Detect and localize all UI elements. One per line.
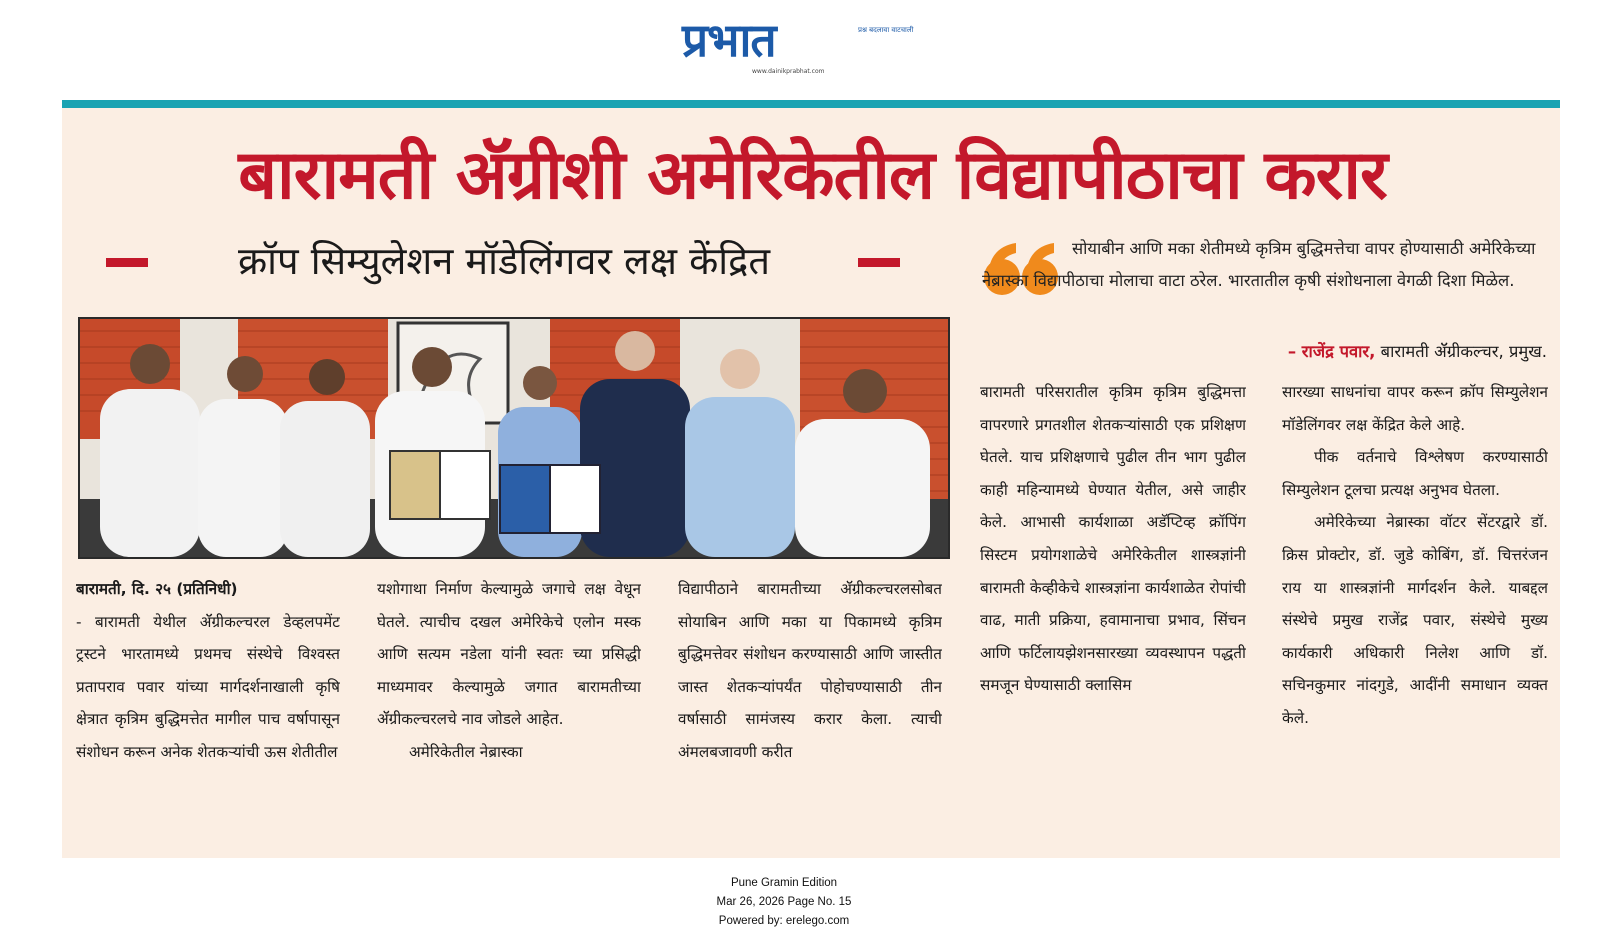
article-clipping	[62, 108, 1560, 858]
article-column-3	[678, 573, 942, 835]
dateline: बारामती, दि. २५ (प्रतिनिधी)	[76, 580, 238, 598]
group-photo-icon	[80, 319, 948, 557]
article-photo	[78, 317, 950, 559]
subheadline: क्रॉप सिम्युलेशन मॉडेलिंगवर लक्ष केंद्रित	[238, 239, 770, 283]
pull-quote-attribution	[1288, 337, 1547, 367]
article-column-4	[980, 376, 1246, 836]
edition-label: Pune Gramin Edition	[730, 877, 838, 889]
page-footer	[684, 874, 884, 931]
pull-quote	[982, 233, 1547, 373]
date-page-label: Mar 26, 2026 Page No. 15	[716, 896, 852, 908]
column-1-text: - बारामती येथील ॲॅग्रीकल्चरल डेव्हलपमेंट ट्रस्टने भारतामध्ये प्रथमच संस्थेचे विश्वस्त प्रतापराव पवार यांच्या मार्गदर्शनाखाली कृषि क्षेत्रात कृत्रिम बुद्धिमत्तेत मागील पाच वर्षापासून संशोधन करून अनेक शेतकऱ्यांची ऊस शेतीतील	[76, 612, 340, 761]
column-5-paragraph-1: सारख्या साधनांचा वापर करून क्रॉप सिम्युलेशन मॉडेलिंगवर लक्ष केंद्रित केले आहे.	[1282, 383, 1548, 434]
top-divider	[62, 100, 1560, 108]
newspaper-logo: प्रभात	[682, 13, 776, 67]
article-column-2	[377, 573, 641, 835]
subheadline-dash-right	[858, 258, 900, 267]
column-4-text: बारामती परिसरातील कृत्रिम कृत्रिम बुद्धिमत्ता वापरणारे प्रगतशील शेतकऱ्यांसाठी एक प्रशिक्षण घेतले. याच प्रशिक्षणाचे पुढील तीन भाग पुढील काही महिन्यामध्ये घेण्यात येतील, असे जाहीर केले. आभासी कार्यशाळा अडॅप्टिव्ह क्रॉपिंग सिस्टम प्रयोगशाळेचे अमेरिकेतील शास्त्रज्ञांनी बारामती केव्हीकेचे शास्त्रज्ञांना कार्यशाळेत रोपांची वाढ, माती प्रक्रिया, हवामानाचा प्रभाव, सिंचन आणि फर्टिलायझेशनसारख्या व्यवस्थापन पद्धती समजून घेण्यासाठी क्लासिम	[980, 383, 1246, 695]
pull-quote-author: – राजेंद्र पवार,	[1287, 342, 1376, 361]
headline: बारामती ॲॅग्रीशी अमेरिकेतील विद्यापीठाचा करार	[238, 136, 1387, 215]
column-2-paragraph-1: यशोगाथा निर्माण केल्यामुळे जगाचे लक्ष वेधून घेतले. त्याचीच दखल अमेरिकेचे एलोन मस्क आणि सत्यम नडेला यांनी स्वतः च्या प्रसिद्धी माध्यमावर केल्यामुळे जगात बारामतीच्या ॲॅग्रीकल्चरलचे नाव जोडले आहेत.	[377, 580, 641, 729]
article-column-1	[76, 573, 340, 835]
masthead	[682, 13, 914, 78]
subheadline-dash-left	[106, 258, 148, 267]
column-5-paragraph-2: पीक वर्तनाचे विश्लेषण करण्यासाठी सिम्युलेशन टूलचा प्रत्यक्ष अनुभव घेतला.	[1282, 448, 1548, 499]
logo-url: www.dainikprabhat.com	[752, 68, 825, 75]
subheadline-block	[106, 236, 906, 286]
column-2-paragraph-2: अमेरिकेतील नेब्रास्का	[409, 742, 523, 761]
powered-by-link[interactable]: Powered by: erelego.com	[718, 915, 850, 927]
logo-tagline: प्रश्न बदलावा वाटचाली	[858, 26, 914, 34]
article-column-5	[1282, 376, 1548, 836]
column-5-paragraph-3: अमेरिकेच्या नेब्रास्का वॉटर सेंटरद्वारे डॉ. क्रिस प्रोक्टोर, डॉ. जुडे कोबिंग, डॉ. चित्तरंजन राय या शास्त्रज्ञांनी मार्गदर्शन केले. याबद्दल संस्थेचे प्रमुख राजेंद्र पवार, संस्थेचे मुख्य कार्यकारी अधिकारी निलेश आणि डॉ. सचिनकुमार नांदगुडे, आदींनी समाधान व्यक्त केले.	[1282, 513, 1548, 727]
pull-quote-text: सोयाबीन आणि मका शेतीमध्ये कृत्रिम बुद्धिमत्तेचा वापर होण्यासाठी अमेरिकेच्या नेब्रास्का विद्यापीठाचा मोलाचा वाटा ठरेल. भारतातील कृषी संशोधनाला वेगळी दिशा मिळेल.	[982, 239, 1536, 290]
column-3-text: विद्यापीठाने बारामतीच्या ॲॅग्रीकल्चरलसोबत सोयाबिन आणि मका या पिकामध्ये कृत्रिम बुद्धिमत्तेवर संशोधन करण्यासाठी आणि जास्तीत जास्त शेतकऱ्यांपर्यंत पोहोचण्यासाठी तीन वर्षासाठी सामंजस्य करार केला. त्याची अंमलबजावणी करीत	[678, 580, 942, 761]
pull-quote-author-role: बारामती ॲॅग्रीकल्चर, प्रमुख.	[1380, 342, 1547, 361]
